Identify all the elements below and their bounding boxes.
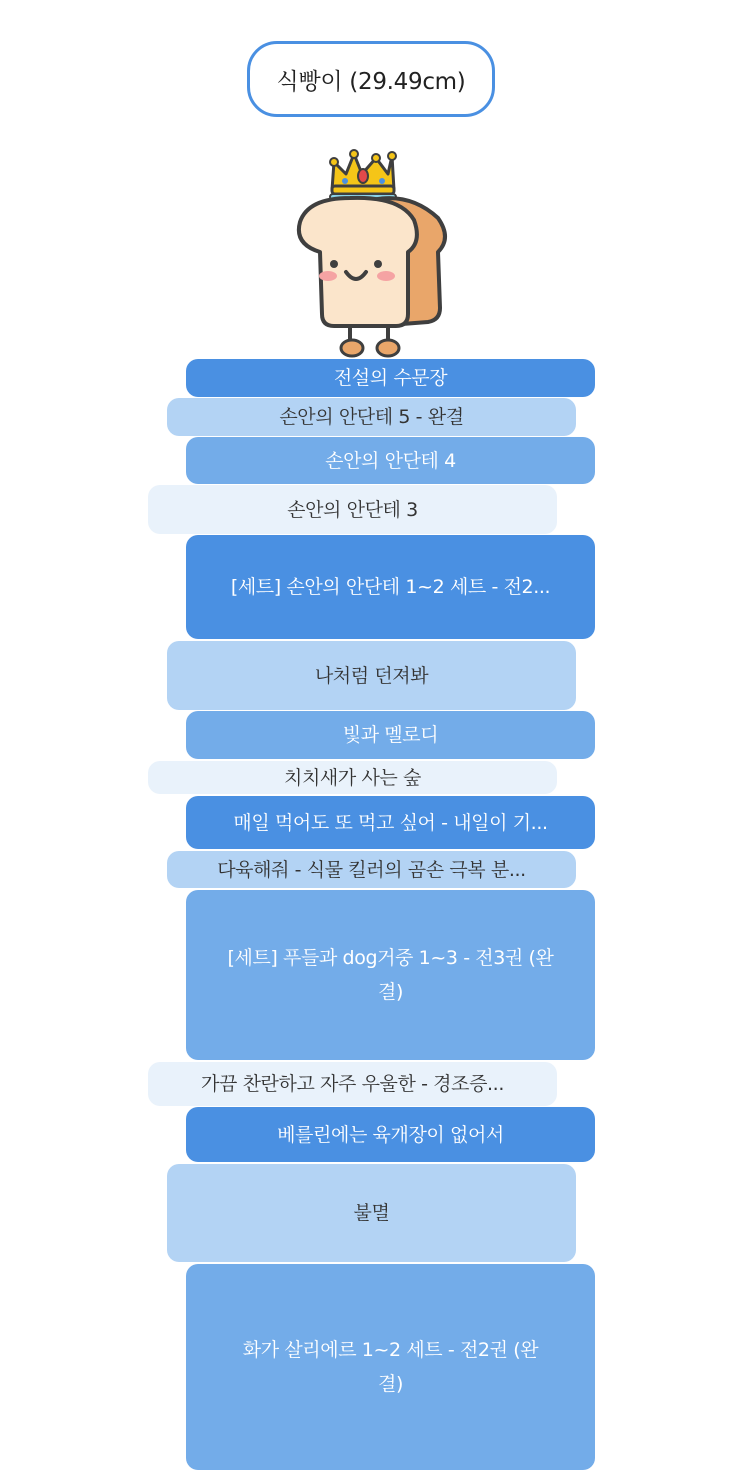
book-item[interactable] [186,890,595,1060]
book-item[interactable] [186,1107,595,1162]
book-item[interactable] [186,796,595,849]
book-item[interactable] [148,485,557,534]
crown-icon [330,150,396,200]
book-item[interactable] [167,641,576,710]
book-title: 베를린에는 육개장이 없어서 [277,1123,504,1146]
book-title: 화가 살리에르 1~2 세트 - 전2권 (완결) [242,1339,539,1395]
book-item[interactable] [186,535,595,639]
book-title: 치치새가 사는 숲 [284,766,421,789]
book-item[interactable] [186,711,595,759]
book-title: 빛과 멜로디 [342,724,439,746]
book-title: 불멸 [353,1202,390,1224]
height-speech-bubble [247,41,495,117]
bread-king-mascot-icon [290,148,450,360]
book-title: [세트] 손안의 안단테 1~2 세트 - 전2... [230,576,551,598]
book-title: 매일 먹어도 또 먹고 싶어 - 내일이 기... [233,811,548,834]
book-title: 손안의 안단테 4 [325,449,456,472]
book-title: 나처럼 던져봐 [314,664,429,687]
book-item[interactable] [186,1264,595,1470]
book-title: 다육해줘 - 식물 킬러의 곰손 극복 분... [217,858,526,881]
book-item[interactable] [148,761,557,794]
book-item[interactable] [186,359,595,397]
height-label: 식빵이 (29.49cm) [276,68,466,95]
book-item[interactable] [186,437,595,484]
book-title: 손안의 안단테 5 - 완결 [279,406,464,428]
book-title: 가끔 찬란하고 자주 우울한 - 경조증... [201,1073,504,1095]
book-title: 전설의 수문장 [333,367,448,389]
book-title: 손안의 안단테 3 [287,498,418,521]
book-item[interactable] [167,1164,576,1262]
book-item[interactable] [148,1062,557,1106]
book-item[interactable] [167,851,576,888]
book-title: [세트] 푸들과 dog거중 1~3 - 전3권 (완결) [227,947,554,1003]
book-item[interactable] [167,398,576,436]
